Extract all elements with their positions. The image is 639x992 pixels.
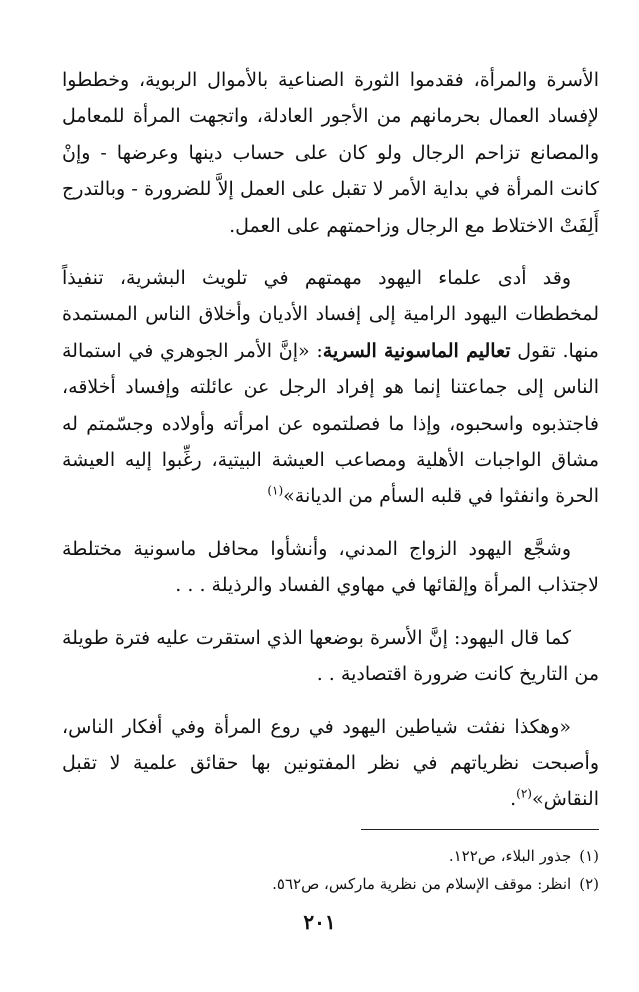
footnote-divider: [361, 829, 599, 830]
paragraph-2-text-after: : «إنَّ الأمر الجوهري في استمالة الناس إلى جماعتنا إنما هو إفراد الرجل عن عائلته وإفساد أخلاقه، فاجتذبوه واسحبوه، وإذا ما فصلتموه عن امرأته وأولاده وجسّمتم له مشاق الواجبات الأهلية ومصاعب العيشة البيتية، رغِّبوا إليه العيشة الحرة وانفثوا في قلبه السأم من الديانة»: [62, 339, 599, 508]
paragraph-5: [62, 709, 599, 818]
paragraph-5-text-before: «وهكذا نفثت شياطين اليهود في روع المرأة وفي أفكار الناس، وأصبحت نظرياتهم في نظر المفتونين بها حقائق علمية لا تقبل النقاش»: [62, 715, 599, 811]
main-text: [62, 62, 599, 818]
paragraph-2-bold-term: تعاليم الماسونية السرية: [322, 339, 511, 362]
footnote-ref-1: (١): [267, 484, 284, 499]
footnote-ref-2: (٢): [516, 786, 532, 801]
paragraph-2: [62, 260, 599, 515]
footnotes: [62, 842, 599, 898]
paragraph-1-text: الأسرة والمرأة، فقدموا الثورة الصناعية بالأموال الربوية، وخططوا لإفساد العمال بحرمانهم من الأجور العادلة، واتجهت المرأة للمعامل والمصانع تزاحم الرجال ولو كان على حساب دينها وعرضها - وإنْ كانت المرأة في بداية الأمر لا تقبل على العمل إلاَّ للضرورة - وبالتدرج أَلِفَتْ الاختلاط مع الرجال وزاحمتهم على العمل.: [62, 69, 599, 237]
paragraph-3: [62, 531, 599, 604]
footnote-1-number: (١): [579, 847, 599, 865]
paragraph-1: [62, 62, 599, 244]
footnote-1-text: جذور البلاء، ص١٢٢.: [448, 847, 572, 865]
paragraph-4-text: كما قال اليهود: إنَّ الأسرة بوضعها الذي استقرت عليه فترة طويلة من التاريخ كانت ضرورة اقتصادية . .: [62, 626, 599, 686]
paragraph-4: [62, 620, 599, 693]
footnote-2: [62, 870, 599, 898]
page-number: ٢٠١: [303, 910, 336, 934]
paragraph-3-text: وشجَّع اليهود الزواج المدني، وأنشأوا محافل ماسونية مختلطة لاجتذاب المرأة وإلقائها في مهاوي الفساد والرذيلة . . .: [62, 537, 599, 597]
footnote-2-number: (٢): [579, 875, 599, 893]
paragraph-2-text-before: وقد أدى علماء اليهود مهمتهم في تلويث البشرية، تنفيذاً لمخططات اليهود الرامية إلى إفساد الأديان وأخلاق الناس المستمدة منها. تقول: [62, 267, 599, 362]
footnote-1: [62, 842, 599, 870]
paragraph-5-text-after: .: [510, 788, 517, 811]
footnote-2-text: انظر: موقف الإسلام من نظرية ماركس، ص٥٦٢.: [272, 875, 572, 893]
